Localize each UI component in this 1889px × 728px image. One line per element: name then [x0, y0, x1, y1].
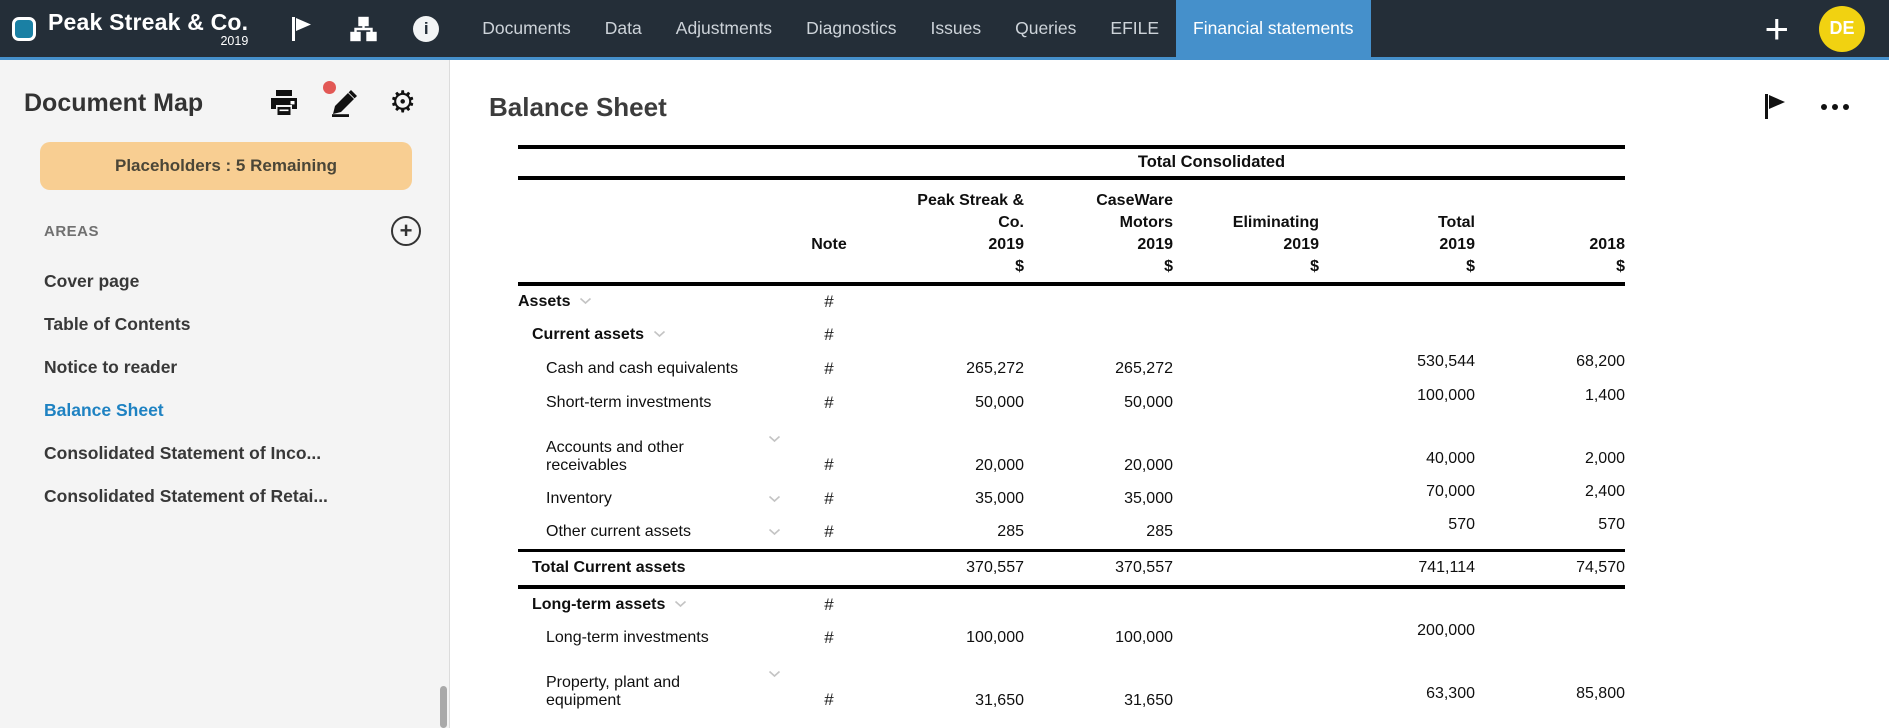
nav-item-efile[interactable]: EFILE [1110, 18, 1160, 38]
currency-row [518, 256, 1625, 284]
chevron-down-icon[interactable] [653, 325, 666, 342]
org-chart-icon[interactable] [350, 16, 377, 42]
row-label: Long-term assets [532, 596, 666, 613]
main-nav [465, 0, 1370, 57]
document-flag-icon[interactable] [1763, 93, 1787, 120]
nav-item-documents[interactable]: Documents [482, 18, 571, 38]
value-cell [1475, 318, 1625, 352]
value-cell: 35,000 [1124, 490, 1173, 507]
sidebar-item-consolidated-statement-of-retai[interactable]: Consolidated Statement of Retai... [44, 486, 328, 506]
value-cell: 31,650 [1124, 692, 1173, 709]
table-row-cash-and-cash-equivalents [518, 352, 1625, 386]
user-avatar[interactable]: DE [1819, 6, 1865, 52]
document-map-sidebar [0, 60, 450, 728]
value-cell [1173, 550, 1319, 587]
value-cell [1173, 516, 1319, 550]
value-cell [1173, 587, 1319, 621]
value-cell [1319, 318, 1475, 352]
table-row-current-assets [518, 318, 1625, 352]
value-cell [1173, 482, 1319, 516]
flag-icon[interactable] [290, 16, 314, 42]
col-header-5: 2018 [1589, 236, 1625, 253]
nav-item-financial-statements[interactable]: Financial statements [1176, 0, 1371, 57]
value-cell: 265,272 [966, 360, 1024, 377]
table-row-assets [518, 284, 1625, 318]
value-cell [860, 284, 1024, 318]
note-placeholder-link[interactable]: # [824, 325, 834, 344]
currency-sign: $ [1024, 256, 1173, 284]
note-placeholder-link[interactable]: # [824, 489, 834, 508]
currency-sign: $ [1475, 256, 1625, 284]
chevron-down-icon[interactable] [768, 665, 781, 682]
currency-sign: $ [860, 256, 1024, 284]
table-row-long-term-investments [518, 621, 1625, 655]
sidebar-item-table-of-contents[interactable]: Table of Contents [44, 314, 191, 334]
col-header-2: CaseWare Motors 2019 [1096, 192, 1173, 253]
row-label: Short-term investments [546, 394, 712, 411]
info-icon[interactable]: i [413, 16, 439, 42]
value-cell: 265,272 [1115, 360, 1173, 377]
col-header-1: Peak Streak & Co. 2019 [917, 192, 1024, 253]
value-cell [1173, 655, 1319, 717]
nav-item-issues[interactable]: Issues [930, 18, 982, 38]
main-content [450, 60, 1889, 728]
note-placeholder-link[interactable]: # [824, 292, 834, 311]
value-cell: 370,557 [1115, 559, 1173, 577]
row-label: Long-term investments [546, 629, 709, 646]
note-placeholder-link[interactable]: # [824, 359, 834, 378]
row-label: Assets [518, 293, 571, 310]
sidebar-item-consolidated-statement-of-inco[interactable]: Consolidated Statement of Inco... [44, 443, 322, 463]
brand-year: 2019 [220, 34, 249, 48]
note-placeholder-link[interactable]: # [824, 455, 834, 474]
chevron-down-icon[interactable] [768, 523, 781, 540]
page-title: Balance Sheet [489, 92, 667, 122]
value-cell: 2,000 [1584, 450, 1625, 467]
value-cell [1173, 318, 1319, 352]
value-cell [1024, 318, 1173, 352]
chevron-down-icon[interactable] [579, 292, 592, 309]
row-label: Total Current assets [532, 559, 686, 577]
value-cell [1173, 420, 1319, 482]
brand-name: Peak Streak & Co. [48, 9, 249, 35]
note-placeholder-link[interactable]: # [824, 628, 834, 647]
value-cell: 100,000 [1417, 387, 1475, 404]
brand [0, 0, 248, 57]
table-row-other-current-assets [518, 516, 1625, 550]
value-cell [1475, 587, 1625, 621]
chevron-down-icon[interactable] [768, 490, 781, 507]
edit-pen-icon[interactable] [329, 88, 359, 118]
value-cell [1173, 352, 1319, 386]
value-cell: 31,650 [975, 692, 1024, 709]
value-cell: 50,000 [1124, 394, 1173, 411]
sidebar-item-notice-to-reader[interactable]: Notice to reader [44, 357, 178, 377]
value-cell: 70,000 [1426, 483, 1475, 500]
value-cell: 50,000 [975, 394, 1024, 411]
table-row-short-term-investments [518, 386, 1625, 420]
print-icon[interactable] [269, 89, 299, 117]
value-cell: 741,114 [1418, 559, 1475, 577]
row-label: Inventory [546, 490, 612, 507]
value-cell [1319, 284, 1475, 318]
value-cell: 100,000 [966, 629, 1024, 646]
value-cell: 530,544 [1417, 353, 1475, 370]
table-row-long-term-assets [518, 587, 1625, 621]
nav-item-queries[interactable]: Queries [1015, 18, 1077, 38]
nav-item-diagnostics[interactable]: Diagnostics [806, 18, 897, 38]
value-cell: 35,000 [975, 490, 1024, 507]
areas-section-label: AREAS [44, 222, 100, 240]
value-cell: 285 [997, 523, 1024, 541]
value-cell: 285 [1146, 523, 1173, 541]
sidebar-title: Document Map [24, 88, 204, 117]
currency-sign: $ [1319, 256, 1475, 284]
table-row-property-plant-and-equipment [518, 655, 1625, 717]
row-label: Accounts and other receivables [546, 439, 684, 474]
value-cell [1319, 587, 1475, 621]
chevron-down-icon[interactable] [768, 430, 781, 447]
table-row-total-current-assets [518, 550, 1625, 587]
value-cell: 74,570 [1576, 559, 1625, 577]
value-cell: 570 [1448, 516, 1475, 534]
app-logo-icon[interactable] [12, 17, 36, 41]
value-cell [1475, 621, 1625, 655]
value-cell: 2,400 [1584, 483, 1625, 500]
row-label: Current assets [532, 326, 645, 343]
note-placeholder-link[interactable]: # [824, 690, 834, 709]
value-cell: 68,200 [1576, 353, 1625, 370]
value-cell [860, 587, 1024, 621]
sidebar-item-cover-page[interactable]: Cover page [44, 271, 140, 291]
sidebar-scrollbar-thumb[interactable] [440, 686, 447, 728]
currency-sign: $ [1173, 256, 1319, 284]
group-header: Total Consolidated [1137, 153, 1286, 171]
row-label: Property, plant and equipment [546, 674, 681, 709]
value-cell: 20,000 [1124, 457, 1173, 474]
top-bar [0, 0, 1889, 60]
table-row-accounts-and-other-receivables [518, 420, 1625, 482]
value-cell: 40,000 [1426, 450, 1475, 467]
nav-item-adjustments[interactable]: Adjustments [675, 18, 773, 38]
value-cell [1024, 284, 1173, 318]
sidebar-item-balance-sheet[interactable]: Balance Sheet [44, 400, 164, 420]
value-cell [1024, 587, 1173, 621]
placeholders-badge[interactable]: Placeholders : 5 Remaining [40, 142, 412, 190]
row-label: Other current assets [546, 523, 691, 541]
chevron-down-icon[interactable] [674, 595, 687, 612]
balance-sheet-table [518, 145, 1625, 717]
note-placeholder-link[interactable]: # [824, 522, 834, 542]
value-cell [1475, 284, 1625, 318]
value-cell: 1,400 [1584, 387, 1625, 404]
table-column-header-row [518, 178, 1625, 256]
value-cell: 370,557 [966, 559, 1024, 577]
add-area-button[interactable]: + [391, 216, 421, 246]
gear-icon[interactable]: ⚙ [389, 86, 417, 119]
value-cell: 85,800 [1576, 685, 1625, 702]
row-label: Cash and cash equivalents [546, 360, 739, 377]
value-cell [1173, 284, 1319, 318]
col-header-4: Total 2019 [1437, 214, 1475, 253]
value-cell: 200,000 [1417, 622, 1475, 639]
value-cell: 63,300 [1426, 685, 1475, 702]
note-placeholder-link[interactable]: # [824, 595, 834, 614]
value-cell: 100,000 [1115, 629, 1173, 646]
nav-item-data[interactable]: Data [604, 18, 642, 38]
col-header-note: Note [811, 236, 847, 253]
value-cell [1173, 386, 1319, 420]
value-cell: 20,000 [975, 457, 1024, 474]
note-placeholder-link[interactable]: # [824, 393, 834, 412]
col-header-3: Eliminating 2019 [1232, 214, 1319, 253]
table-group-header-row [518, 147, 1625, 178]
value-cell [1173, 621, 1319, 655]
add-button[interactable]: + [1764, 4, 1789, 52]
value-cell [860, 318, 1024, 352]
value-cell: 570 [1598, 516, 1625, 534]
document-list [0, 246, 449, 518]
more-options-icon[interactable] [1821, 104, 1849, 110]
table-row-inventory [518, 482, 1625, 516]
